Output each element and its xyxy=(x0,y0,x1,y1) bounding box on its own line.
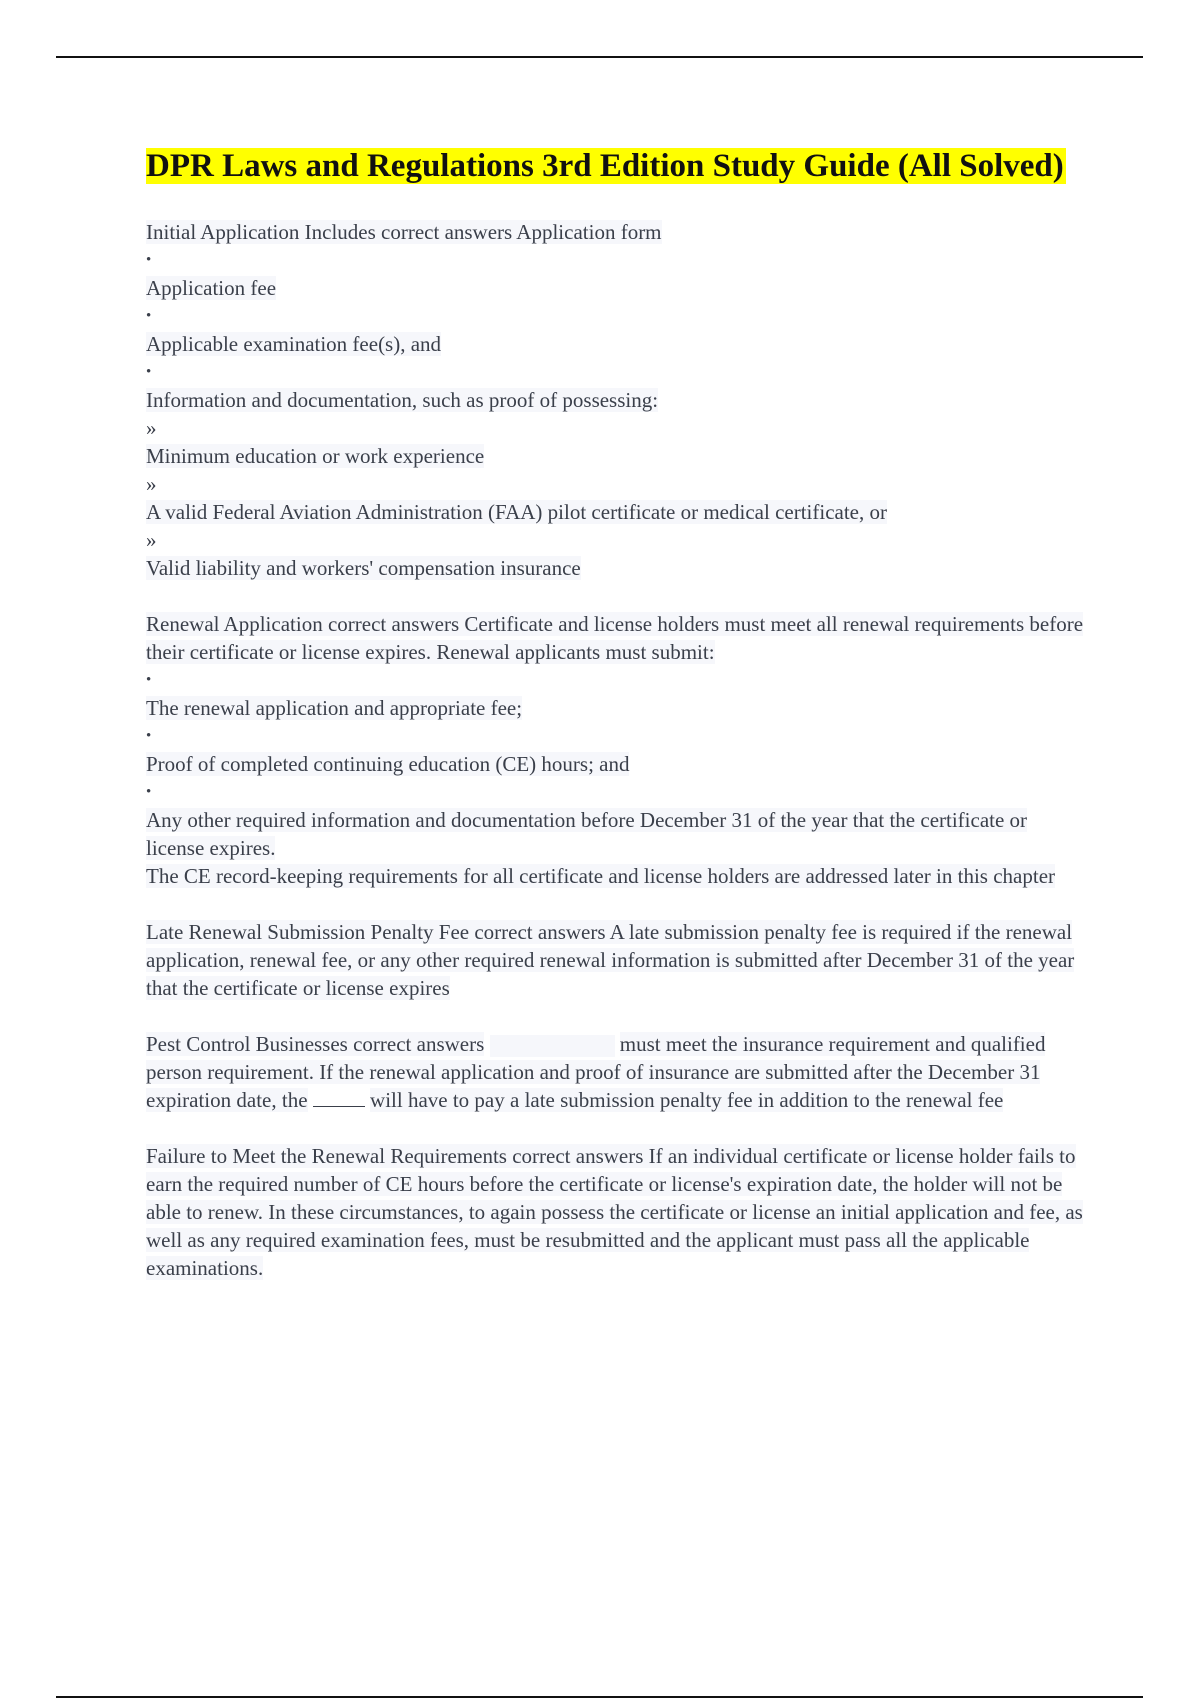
initial-sub-education: Minimum education or work experience xyxy=(146,444,485,468)
document-title: DPR Laws and Regulations 3rd Edition Study Guide (All Solved) xyxy=(146,148,1064,184)
bullet-icon: • xyxy=(146,728,152,744)
sub-bullet-icon: » xyxy=(146,472,157,496)
initial-item-information: Information and documentation, such as proof of possessing: xyxy=(146,388,659,412)
section-pest-control xyxy=(146,1030,1086,1114)
initial-item-application-fee: Application fee xyxy=(146,276,277,300)
initial-sub-faa: A valid Federal Aviation Administration (FAA) pilot certificate or medical certificate, or xyxy=(146,500,887,524)
fill-in-blank xyxy=(313,1088,365,1107)
section-gap xyxy=(146,582,1086,610)
renewal-application-lead: Renewal Application correct answers Certificate and license holders must meet all renewal requirements before their certificate or license expires. Renewal applicants must submit: xyxy=(146,612,1084,664)
section-initial-application xyxy=(146,218,1086,582)
bullet-icon: • xyxy=(146,672,152,688)
pest-control-text: Pest Control Businesses correct answers must meet the insurance requirement and qualified person requirement. If the renewal application and proof of insurance are submitted after the December 31 expiration date, the will have to pay a late submission penalty fee in addition to the renewal fee xyxy=(146,1032,1046,1112)
document-body xyxy=(146,145,1086,1282)
initial-application-lead: Initial Application Includes correct answers Application form xyxy=(146,220,662,244)
answer-gap xyxy=(490,1035,615,1057)
sub-bullet-icon: » xyxy=(146,528,157,552)
section-failure xyxy=(146,1142,1086,1282)
renewal-item-other: Any other required information and documentation before December 31 of the year that the certificate or license expires. xyxy=(146,808,1028,860)
bullet-icon: • xyxy=(146,308,152,324)
section-gap xyxy=(146,1114,1086,1142)
bullet-icon: • xyxy=(146,252,152,268)
failure-text: Failure to Meet the Renewal Requirements correct answers If an individual certificate or license holder fails to earn the required number of CE hours before the certificate or license's expiration date, the holder will not be able to renew. In these circumstances, to again possess the certificate or license an initial application and fee, as well as any required examination fees, must be resubmitted and the applicant must pass all the applicable examinations. xyxy=(146,1144,1083,1280)
section-renewal-application xyxy=(146,610,1086,890)
bullet-icon: • xyxy=(146,364,152,380)
section-gap xyxy=(146,890,1086,918)
initial-sub-insurance: Valid liability and workers' compensation insurance xyxy=(146,556,581,580)
section-late-renewal xyxy=(146,918,1086,1002)
renewal-item-fee: The renewal application and appropriate fee; xyxy=(146,696,523,720)
sub-bullet-icon: » xyxy=(146,416,157,440)
initial-item-exam-fee: Applicable examination fee(s), and xyxy=(146,332,442,356)
renewal-note: The CE record-keeping requirements for all certificate and license holders are addressed later in this chapter xyxy=(146,864,1056,888)
section-gap xyxy=(146,1002,1086,1030)
top-rule xyxy=(56,56,1143,58)
late-renewal-text: Late Renewal Submission Penalty Fee correct answers A late submission penalty fee is required if the renewal application, renewal fee, or any other required renewal information is submitted after December 31 of the year that the certificate or license expires xyxy=(146,920,1075,1000)
bottom-rule xyxy=(56,1696,1143,1698)
bullet-icon: • xyxy=(146,784,152,800)
renewal-item-ce: Proof of completed continuing education (CE) hours; and xyxy=(146,752,630,776)
